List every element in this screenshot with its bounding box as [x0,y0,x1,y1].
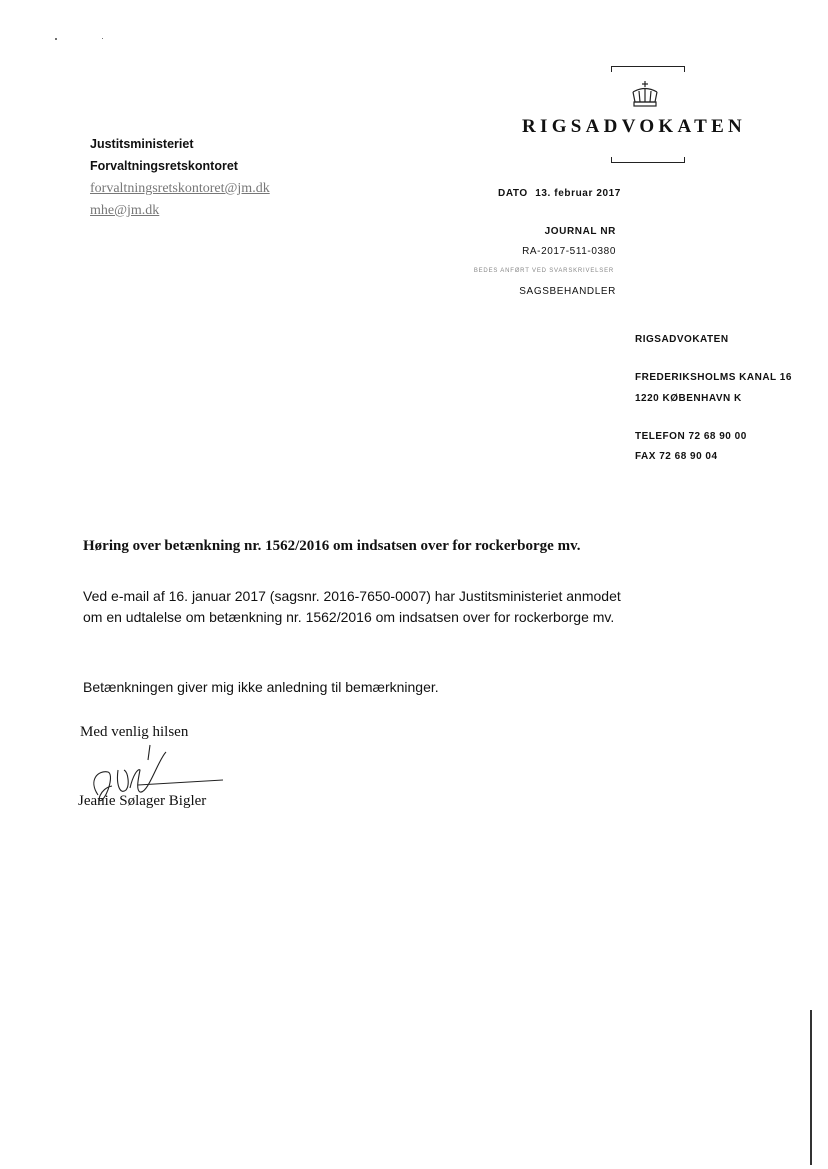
date-value: 13. februar 2017 [535,188,621,199]
case-handler-label: SAGSBEHANDLER [519,286,616,297]
journal-label: JOURNAL NR [544,226,616,237]
date-line [498,188,621,199]
letter-paragraph-1: Ved e-mail af 16. januar 2017 (sagsnr. 2016-7650-0007) har Justitsministeriet anmodet om en udtalelse om betænkning nr. 1562/2016 om indsatsen over for rockerborge mv. [83,588,621,625]
recipient-email-link-2[interactable]: mhe@jm.dk [90,203,160,218]
date-label: DATO [498,188,528,199]
scan-edge-line [810,1010,812,1165]
recipient-name: Justitsministeriet [90,137,194,151]
sender-phone: TELEFON 72 68 90 00 [635,431,747,442]
letter-paragraph-2: Betænkningen giver mig ikke anledning til bemærkninger. [83,679,439,695]
scan-speck [55,38,57,40]
sender-street: FREDERIKSHOLMS KANAL 16 [635,372,792,383]
letter-subject: Høring over betænkning nr. 1562/2016 om indsatsen over for rockerborge mv. [83,538,581,554]
recipient-email-link[interactable]: forvaltningsretskontoret@jm.dk [90,181,270,196]
crown-icon [628,80,662,108]
sender-name: RIGSADVOKATEN [635,334,729,345]
scan-speck [102,38,103,39]
signer-name: Jeanie Sølager Bigler [78,793,207,809]
brand-wordmark: RIGSADVOKATEN [522,116,747,137]
sender-city: 1220 KØBENHAVN K [635,393,742,404]
recipient-block [90,137,270,219]
logo-frame-bottom [611,157,685,163]
recipient-department: Forvaltningsretskontoret [90,159,238,173]
journal-number: RA-2017-511-0380 [522,246,616,257]
closing-phrase: Med venlig hilsen [80,724,189,740]
sender-fax: FAX 72 68 90 04 [635,451,718,462]
journal-note: BEDES ANFØRT VED SVARSKRIVELSER [473,268,614,274]
logo-frame-top [611,66,685,72]
